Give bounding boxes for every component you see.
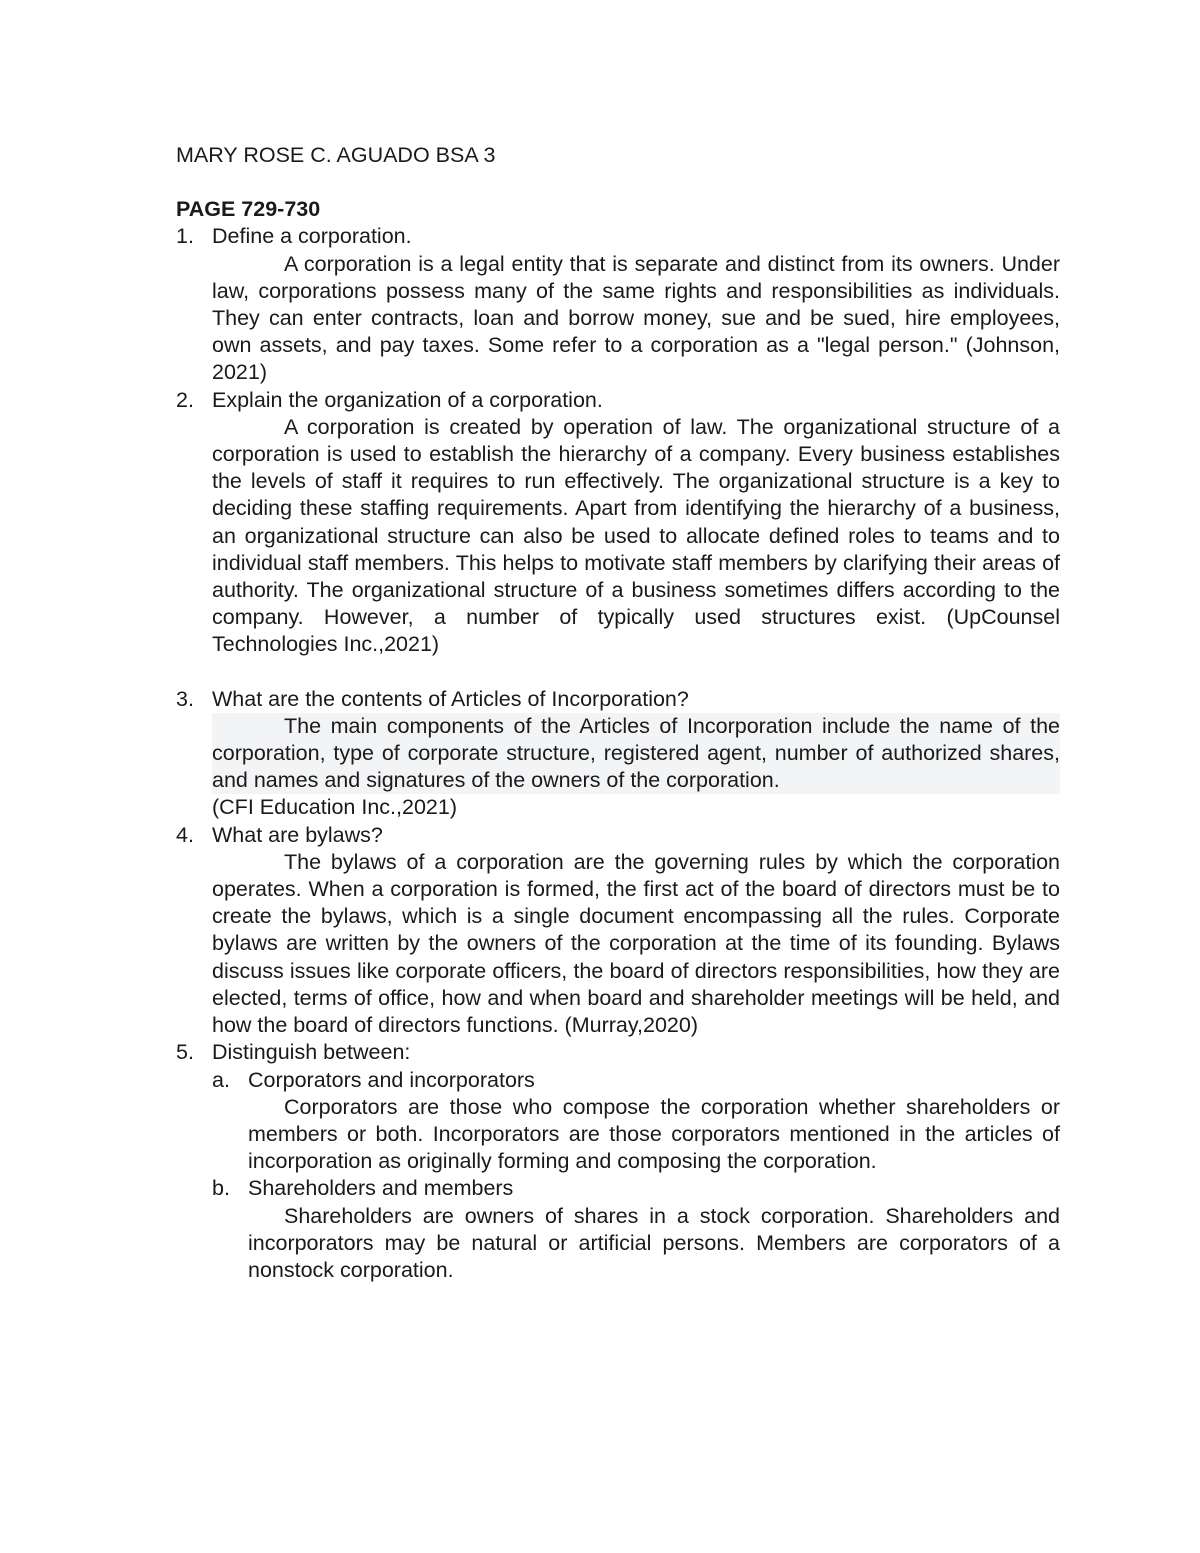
answer-text: A corporation is a legal entity that is separate and distinct from its owners. Under law, corporations possess many of the same rights and responsibilities as individuals. They can enter contracts, loan and borrow money, sue and be sued, hire employees, own assets, and pay taxes. Some refer to a corporation as a "legal person." (Johnson, 2021) (212, 251, 1060, 385)
subitem-letter: a. (212, 1067, 230, 1092)
question-text: What are the contents of Articles of Incorporation? (212, 686, 689, 711)
question-number: 1. (176, 224, 194, 249)
answer-citation: (CFI Education Inc.,2021) (212, 795, 457, 820)
question-number: 3. (176, 686, 194, 711)
answer-text: A corporation is created by operation of law. The organizational structure of a corporation is used to establish the hierarchy of a company. Every business establishes the levels of staff it requires to run effectively. The organizational structure is a key to deciding these staffing requirements. Apart from identifying the hierarchy of a business, an organizational structure can also be used to allocate defined roles to teams and to individual staff members. This helps to motivate staff members by clarifying their areas of authority. The organizational structure of a business sometimes differs according to the company. However, a number of typically used structures exist. (UpCounsel Technologies Inc.,2021) (212, 414, 1060, 657)
subitem-title: Corporators and incorporators (248, 1067, 535, 1092)
subitem-b (212, 1175, 1060, 1284)
question-item-1 (176, 223, 1060, 386)
blank-line (176, 659, 1060, 686)
author-line: MARY ROSE C. AGUADO BSA 3 (176, 143, 496, 167)
question-item-2 (176, 387, 1060, 659)
subitem-answer: Corporators are those who compose the corporation whether shareholders or members or both. Incorporators are those corporators mentioned in the articles of incorporation as originally forming and composing the corporation. (248, 1094, 1060, 1174)
question-text: Distinguish between: (212, 1040, 411, 1065)
subitem-answer: Shareholders are owners of shares in a stock corporation. Shareholders and incorporators may be natural or artificial persons. Members are corporators of a nonstock corporation. (248, 1203, 1060, 1282)
answer-text: The bylaws of a corporation are the governing rules by which the corporation operates. When a corporation is formed, the first act of the board of directors must be to create the bylaws, which is a single document encompassing all the rules. Corporate bylaws are written by the owners of the corporation at the time of its founding. Bylaws discuss issues like corporate officers, the board of directors responsibilities, how they are elected, terms of office, how and when board and shareholder meetings will be held, and how the board of directors functions. (Murray,2020) (212, 849, 1060, 1038)
question-item-4 (176, 822, 1060, 1040)
question-number: 4. (176, 822, 194, 847)
question-item-3 (176, 686, 1060, 822)
document-page (176, 142, 1060, 1284)
answer-text: The main components of the Articles of Incorporation include the name of the corporation, type of corporate structure, registered agent, number of authorized shares, and names and signatures of the owners of the corporation. (212, 713, 1060, 795)
subitem-a (212, 1067, 1060, 1176)
subitem-letter: b. (212, 1176, 230, 1201)
question-text: Explain the organization of a corporation. (212, 387, 603, 412)
subitem-title: Shareholders and members (248, 1176, 514, 1201)
question-number: 5. (176, 1040, 194, 1065)
question-item-5 (176, 1039, 1060, 1284)
question-text: Define a corporation. (212, 224, 412, 249)
page-heading: PAGE 729-730 (176, 197, 321, 222)
question-text: What are bylaws? (212, 822, 383, 847)
question-number: 2. (176, 387, 194, 412)
